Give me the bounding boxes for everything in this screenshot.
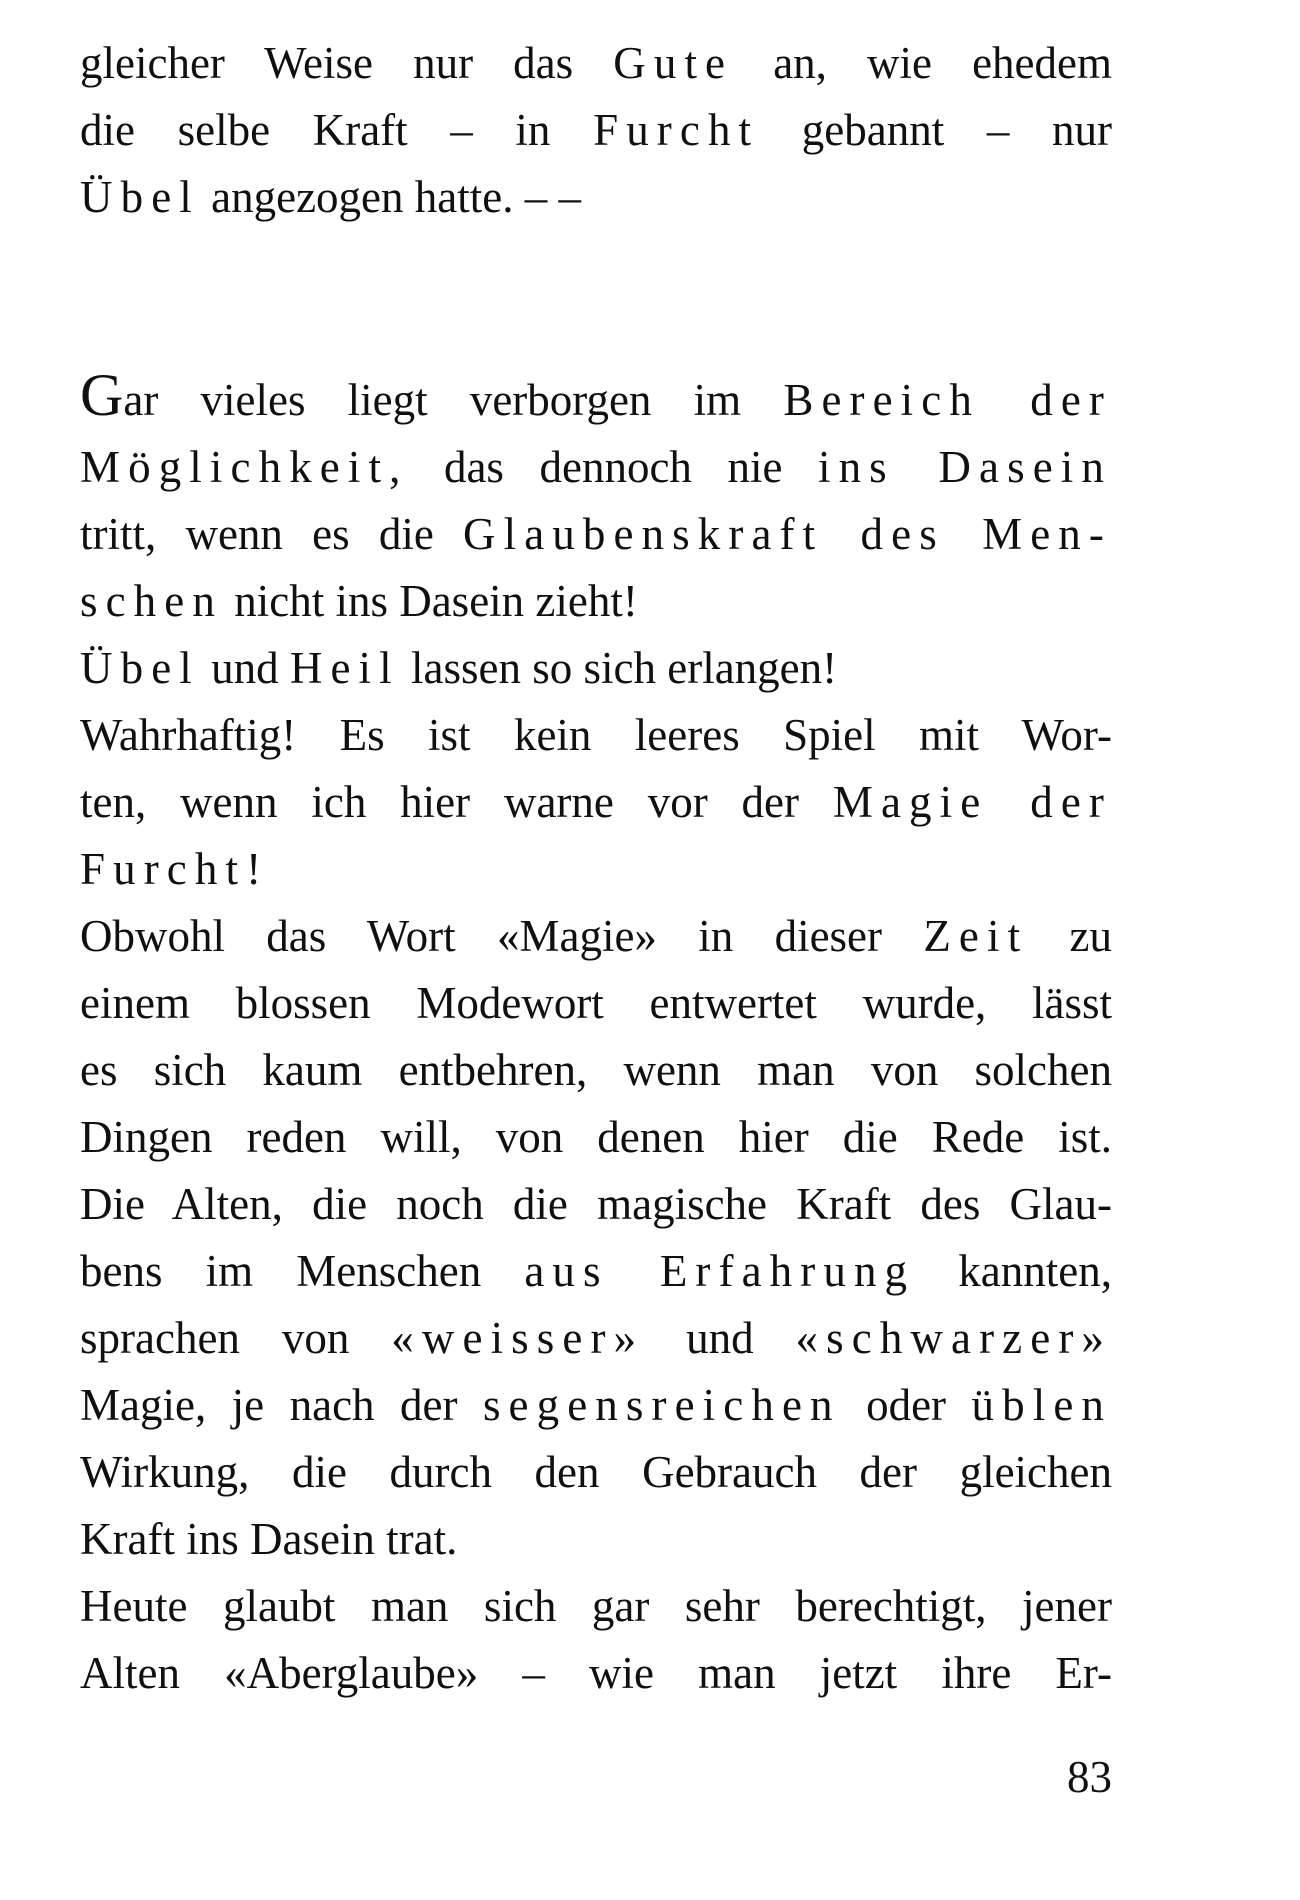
text-run: gebannt – nur: [759, 105, 1112, 155]
text-run: lassen so sich erlangen!: [399, 643, 838, 693]
paragraph-continuation: [80, 30, 1112, 231]
emphasized-text: «weisser»: [391, 1313, 645, 1363]
text-line: [80, 1640, 1112, 1707]
text-line: [80, 1573, 1112, 1640]
text-run: Wirkung, die durch den Gebrauch der gleichen: [80, 1447, 1112, 1497]
emphasized-text: aus Erfahrung: [524, 1246, 916, 1296]
text-run: es sich kaum entbehren, wenn man von solchen: [80, 1045, 1112, 1095]
text-column: [80, 30, 1112, 1707]
text-run: nicht ins Dasein zieht!: [222, 576, 638, 626]
text-run: Dingen reden will, von denen hier die Rede ist.: [80, 1112, 1112, 1162]
text-line: [80, 702, 1112, 769]
text-run: zu: [1028, 911, 1112, 961]
text-line: [80, 970, 1112, 1037]
emphasized-text: Furcht!: [80, 844, 270, 894]
text-run: sprachen von: [80, 1313, 392, 1363]
paragraph-main: [80, 362, 1113, 1707]
emphasized-text: Magie der: [832, 777, 1112, 827]
emphasized-text: segensreichen: [482, 1380, 841, 1430]
text-line: [80, 1037, 1112, 1104]
text-line: [80, 769, 1112, 836]
emphasized-text: Gute: [613, 38, 734, 88]
emphasized-text: Zeit: [923, 911, 1029, 961]
text-run: Heute glaubt man sich gar sehr berechtigt, jener: [80, 1581, 1112, 1631]
text-run: an, wie ehedem: [733, 38, 1112, 88]
emphasized-text: Furcht: [593, 105, 760, 155]
text-run: die selbe Kraft – in: [80, 105, 594, 155]
text-line: [80, 164, 1112, 231]
text-run: Obwohl das Wort «Magie» in dieser: [80, 911, 924, 961]
text-line: [80, 836, 1112, 903]
text-run: ar vieles liegt verborgen im: [123, 375, 784, 425]
emphasized-text: «schwarzer»: [795, 1313, 1113, 1363]
text-line: [80, 1238, 1112, 1305]
text-run: und: [199, 643, 290, 693]
emphasized-text: Übel: [80, 643, 200, 693]
emphasized-text: Übel: [80, 172, 200, 222]
text-line: [80, 1439, 1112, 1506]
text-line: [80, 501, 1112, 568]
text-line: [80, 1506, 1112, 1573]
text-run: und: [644, 1313, 796, 1363]
emphasized-text: Möglichkeit,: [80, 442, 409, 492]
text-run: das dennoch nie: [408, 442, 818, 492]
page-number: 83: [1067, 1752, 1112, 1802]
text-line: [80, 434, 1112, 501]
text-run: Magie, je nach der: [80, 1380, 483, 1430]
text-run: gleicher Weise nur das: [80, 38, 614, 88]
text-line: [80, 1104, 1112, 1171]
text-line: [80, 903, 1112, 970]
text-run: angezogen hatte. – –: [199, 172, 581, 222]
text-run: tritt, wenn es die: [80, 509, 464, 559]
text-run: Wahrhaftig! Es ist kein leeres Spiel mit Wor-: [80, 710, 1112, 760]
text-run: Die Alten, die noch die magische Kraft des Glau-: [80, 1179, 1112, 1229]
text-line: [80, 97, 1112, 164]
text-line: [80, 1372, 1112, 1439]
text-line: [80, 1171, 1112, 1238]
text-run: ten, wenn ich hier warne vor der: [80, 777, 833, 827]
text-line: [80, 635, 1112, 702]
text-run: kannten,: [915, 1246, 1113, 1296]
text-line: [80, 1305, 1112, 1372]
text-run: Alten «Aberglaube» – wie man jetzt ihre Er-: [80, 1648, 1112, 1698]
drop-cap: G: [80, 362, 124, 428]
text-run: oder: [840, 1380, 972, 1430]
emphasized-text: üblen: [971, 1380, 1112, 1430]
emphasized-text: Glaubenskraft des Men-: [463, 509, 1112, 559]
text-line: [80, 362, 1113, 434]
text-run: Kraft ins Dasein trat.: [80, 1514, 458, 1564]
emphasized-text: Bereich der: [783, 375, 1113, 425]
emphasized-text: schen: [80, 576, 223, 626]
text-line: [80, 30, 1112, 97]
emphasized-text: ins Dasein: [817, 442, 1112, 492]
text-run: bens im Menschen: [80, 1246, 525, 1296]
text-line: [80, 568, 1112, 635]
emphasized-text: Heil: [289, 643, 400, 693]
text-run: einem blossen Modewort entwertet wurde, lässt: [80, 978, 1112, 1028]
